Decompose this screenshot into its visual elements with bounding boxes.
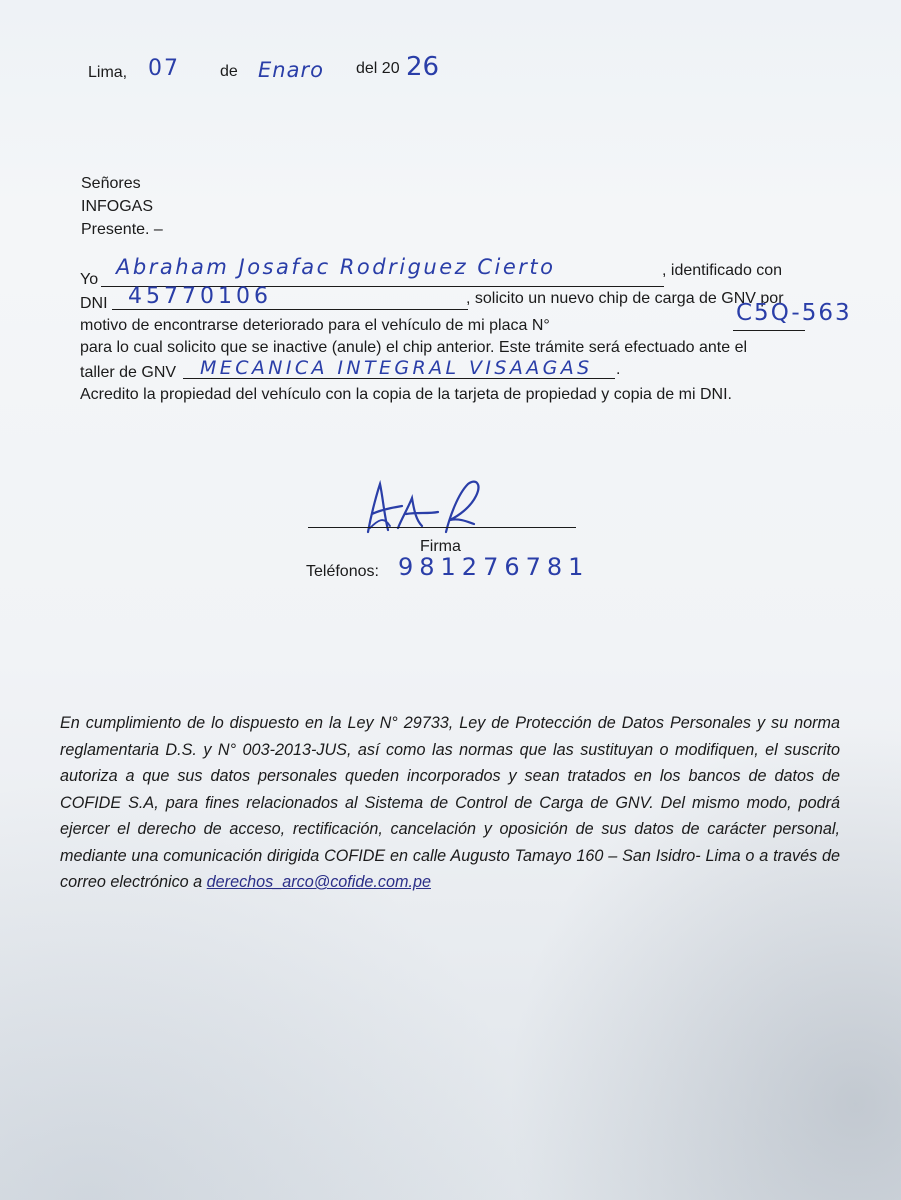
- handwritten-signature: [350, 470, 510, 540]
- body-line-6: Acredito la propiedad del vehículo con la copia de la tarjeta de propiedad y copia de mi DNI.: [80, 386, 732, 403]
- dni-underline: [112, 309, 468, 310]
- body-line-3: motivo de encontrarse deteriorado para el vehículo de mi placa N°: [80, 317, 550, 334]
- handwritten-day: 07: [148, 56, 180, 81]
- handwritten-phone: 981276781: [398, 553, 590, 581]
- handwritten-dni: 45770106: [128, 284, 272, 309]
- data-protection-notice: [60, 710, 840, 896]
- addressee-line-1: Señores: [81, 175, 141, 192]
- email-link[interactable]: derechos_arco@cofide.com.pe: [206, 873, 431, 891]
- year-prefix: del 20: [356, 60, 400, 77]
- yo-label: Yo: [80, 271, 99, 288]
- firma-label: Firma: [420, 538, 461, 555]
- de-label: de: [220, 63, 238, 80]
- addressee-line-2: INFOGAS: [81, 198, 154, 215]
- taller-label: taller de GNV: [80, 364, 177, 381]
- handwritten-year: 26: [406, 52, 440, 82]
- signature-line: [308, 527, 576, 528]
- body-line-4: para lo cual solicito que se inactive (anule) el chip anterior. Este trámite será efectuado ante el: [80, 339, 748, 356]
- data-protection-text: En cumplimiento de lo dispuesto en la Ley N° 29733, Ley de Protección de Datos Personales y su norma reglamentaria D.S. y N° 003-2013-JUS, así como las normas que las sustituyan o modifiquen, el suscrito autoriza a que sus datos personales queden incorporados y sean tratados en los bancos de datos de COFIDE S.A, para fines relacionados al Sistema de Control de Carga de GNV. Del mismo modo, podrá ejercer el derecho de acceso, rectificación, cancelación y oposición de sus datos de carácter personal, mediante una comunicación dirigida COFIDE en calle Augusto Tamayo 160 – San Isidro- Lima o a través de correo electrónico a: [60, 714, 840, 891]
- addressee-line-3: Presente. –: [81, 221, 163, 238]
- taller-end: .: [616, 361, 621, 378]
- dni-label: DNI: [80, 295, 108, 312]
- telefonos-label: Teléfonos:: [306, 563, 379, 580]
- handwritten-name: Abraham Josafac Rodriguez Cierto: [116, 255, 556, 279]
- handwritten-month: Enaro: [258, 58, 324, 82]
- identified-label: , identificado con: [662, 262, 783, 279]
- handwritten-taller: MECANICA INTEGRAL VISAAGAS: [200, 357, 593, 379]
- handwritten-plate: C5Q-563: [736, 300, 852, 326]
- city-label: Lima,: [88, 64, 128, 81]
- plate-underline: [733, 330, 805, 331]
- request-text: , solicito un nuevo chip de carga de GNV por: [466, 290, 784, 307]
